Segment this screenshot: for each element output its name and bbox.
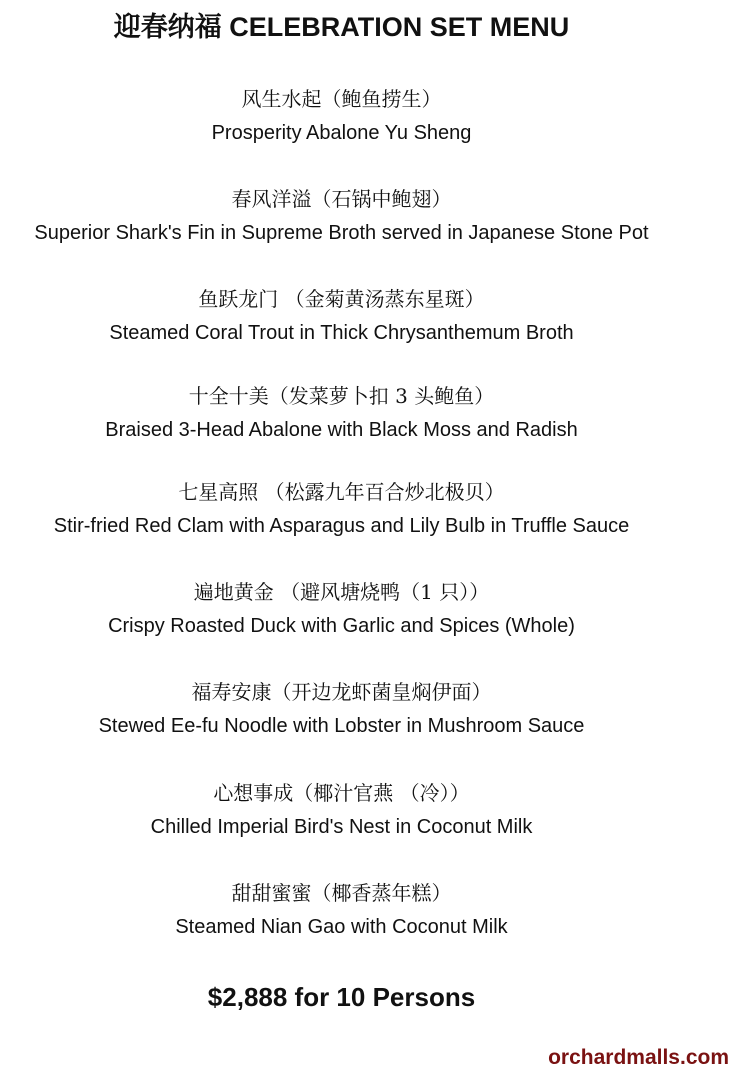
dish-item (0, 383, 683, 442)
dish-english-name: Chilled Imperial Bird's Nest in Coconut Milk (150, 816, 533, 838)
dish-item (0, 286, 683, 345)
dish-chinese-name: 春风洋溢（石锅中鲍翅） (231, 187, 452, 211)
dish-chinese-name: 遍地黄金 （避风塘烧鸭（1 只）） (193, 580, 490, 604)
dish-english-name: Steamed Nian Gao with Coconut Milk (175, 916, 508, 938)
dish-item (0, 880, 683, 939)
dish-item (0, 86, 683, 145)
dish-chinese-name: 福寿安康（开边龙虾菌皇焖伊面） (191, 680, 492, 704)
dish-item (0, 579, 683, 638)
dish-chinese-name: 七星高照 （松露九年百合炒北极贝） (178, 480, 505, 504)
dish-english-name: Steamed Coral Trout in Thick Chrysanthemum Broth (109, 322, 574, 344)
set-price: $2,888 for 10 Persons (207, 982, 476, 1012)
dish-english-name: Crispy Roasted Duck with Garlic and Spices (Whole) (108, 615, 575, 637)
dish-chinese-name: 心想事成（椰汁官燕 （冷）） (213, 781, 470, 805)
dish-english-name: Stir-fried Red Clam with Asparagus and Lily Bulb in Truffle Sauce (53, 515, 630, 537)
dish-item (0, 780, 683, 839)
watermark-text: orchardmalls.com (548, 1046, 729, 1069)
dish-chinese-name: 鱼跃龙门 （金菊黄汤蒸东星斑） (198, 287, 485, 311)
dish-english-name: Superior Shark's Fin in Supreme Broth served in Japanese Stone Pot (34, 222, 649, 244)
dish-english-name: Braised 3-Head Abalone with Black Moss and Radish (105, 419, 578, 441)
dish-english-name: Stewed Ee-fu Noodle with Lobster in Mushroom Sauce (98, 715, 585, 737)
menu-title: 迎春纳福 CELEBRATION SET MENU (113, 12, 570, 42)
dish-chinese-name: 甜甜蜜蜜（椰香蒸年糕） (231, 881, 452, 905)
dish-chinese-name: 十全十美（发菜萝卜扣 3 头鲍鱼） (188, 384, 495, 408)
dish-item (0, 186, 683, 245)
dish-item (0, 479, 683, 538)
dish-english-name: Prosperity Abalone Yu Sheng (211, 122, 472, 144)
dish-item (0, 679, 683, 738)
dish-chinese-name: 风生水起（鲍鱼捞生） (241, 87, 442, 111)
